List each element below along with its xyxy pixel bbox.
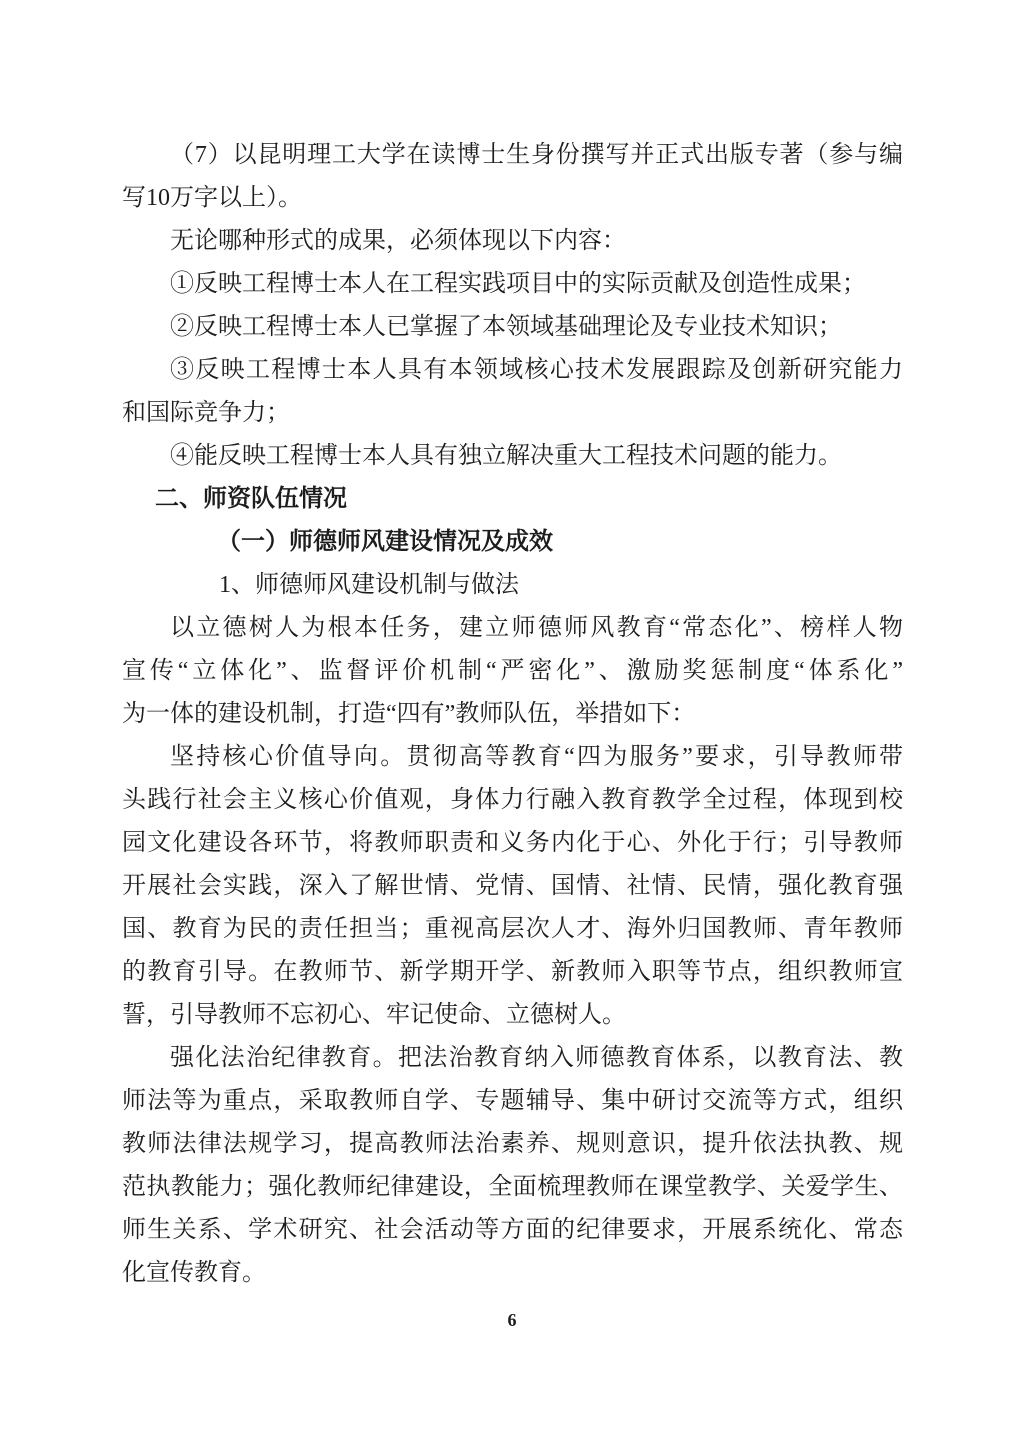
text-line: 教师法律法规学习，提高教师法治素养、规则意识，提升依法执教、规	[122, 1131, 903, 1157]
paragraph	[122, 736, 903, 1037]
text-line: 和国际竞争力；	[122, 400, 290, 426]
document-body	[122, 134, 903, 1295]
text-line: 二、师资队伍情况	[155, 486, 347, 512]
text-line: ②反映工程博士本人已掌握了本领域基础理论及专业技术知识；	[170, 314, 842, 340]
text-line: 园文化建设各环节，将教师职责和义务内化于心、外化于行；引导教师	[122, 830, 903, 856]
text-line: 强化法治纪律教育。把法治教育纳入师德教育体系，以教育法、教	[170, 1045, 903, 1071]
text-line: （7）以昆明理工大学在读博士生身份撰写并正式出版专著（参与编	[170, 142, 903, 168]
text-line: 师法等为重点，采取教师自学、专题辅导、集中研讨交流等方式，组织	[122, 1088, 903, 1114]
text-line: 誓，引导教师不忘初心、牢记使命、立德树人。	[122, 1002, 626, 1028]
text-line: 开展社会实践，深入了解世情、党情、国情、社情、民情，强化教育强	[122, 873, 903, 899]
paragraph	[122, 349, 903, 435]
text-line: 师生关系、学术研究、社会活动等方面的纪律要求，开展系统化、常态	[122, 1217, 903, 1243]
paragraph	[122, 134, 903, 220]
paragraph	[122, 220, 903, 263]
text-line: ③反映工程博士本人具有本领域核心技术发展跟踪及创新研究能力	[170, 357, 903, 383]
text-line: 的教育引导。在教师节、新学期开学、新教师入职等节点，组织教师宣	[122, 959, 903, 985]
section-heading	[122, 564, 903, 607]
text-line: 化宣传教育。	[122, 1260, 266, 1286]
text-line: ④能反映工程博士本人具有独立解决重大工程技术问题的能力。	[170, 443, 842, 469]
text-line: 无论哪种形式的成果，必须体现以下内容：	[170, 228, 626, 254]
text-line: （一）师德师风建设情况及成效	[217, 529, 553, 555]
paragraph	[122, 306, 903, 349]
text-line: 坚持核心价值导向。贯彻高等教育“四为服务”要求，引导教师带	[170, 744, 903, 770]
text-line: 为一体的建设机制，打造“四有”教师队伍，举措如下：	[122, 701, 696, 727]
page-number: 6	[507, 1310, 517, 1330]
text-line: 写10万字以上）。	[122, 185, 302, 211]
paragraph	[122, 435, 903, 478]
text-line: 范执教能力；强化教师纪律建设，全面梳理教师在课堂教学、关爱学生、	[122, 1174, 903, 1200]
paragraph	[122, 607, 903, 736]
section-heading	[122, 521, 903, 564]
paragraph	[122, 263, 903, 306]
section-heading	[122, 478, 903, 521]
text-line: 头践行社会主义核心价值观，身体力行融入教育教学全过程，体现到校	[122, 787, 903, 813]
text-line: ①反映工程博士本人在工程实践项目中的实际贡献及创造性成果；	[170, 271, 866, 297]
text-line: 国、教育为民的责任担当；重视高层次人才、海外归国教师、青年教师	[122, 916, 903, 942]
text-line: 以立德树人为根本任务，建立师德师风教育“常态化”、榜样人物	[170, 615, 903, 641]
text-line: 宣传“立体化”、监督评价机制“严密化”、激励奖惩制度“体系化”	[122, 658, 903, 684]
text-line: 1、师德师风建设机制与做法	[219, 572, 519, 598]
paragraph	[122, 1037, 903, 1295]
